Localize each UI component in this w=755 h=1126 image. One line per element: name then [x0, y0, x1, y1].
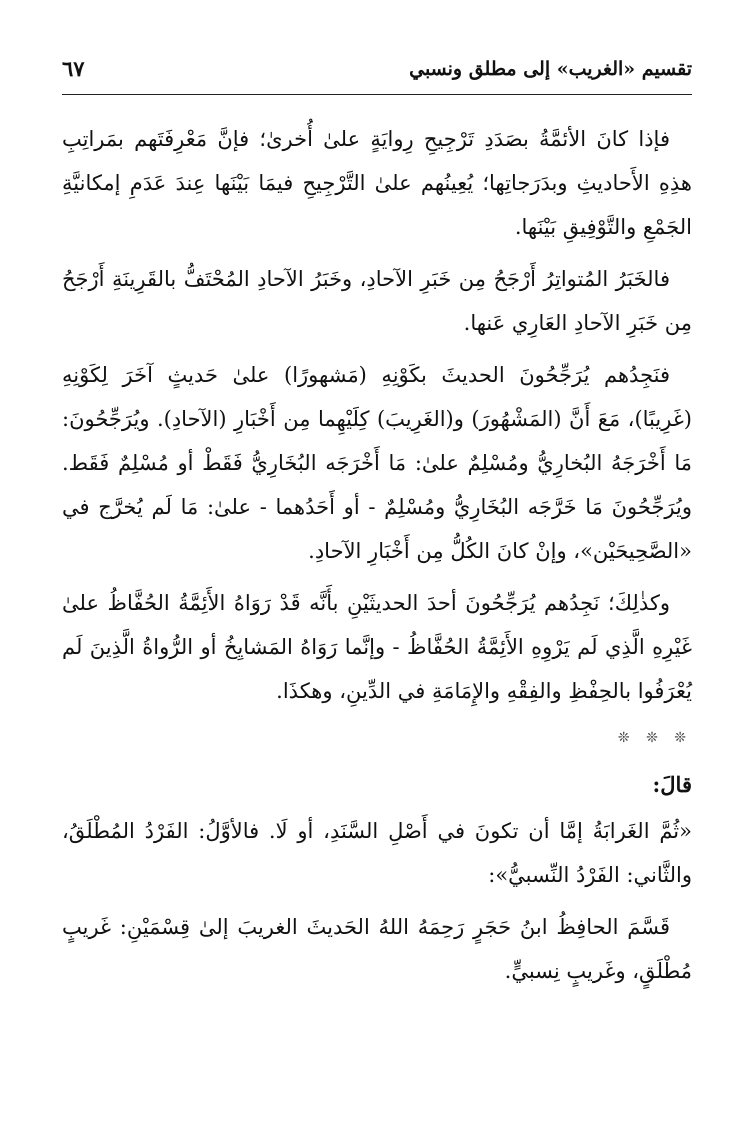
page-body	[62, 95, 692, 993]
quoted-text: «ثُمَّ الغَرابَةُ إمَّا أن تكونَ في أَصْلِ السَّنَدِ، أو لَا. فالأوَّلُ: الفَرْدُ المُطْلَقُ، والثَّاني: الفَرْدُ النِّسبيُّ»:	[62, 819, 692, 887]
paragraph-1: فإذا كانَ الأئمَّةُ بصَدَدِ تَرْجِيحِ رِوايَةٍ علىٰ أُخرىٰ؛ فإنَّ مَعْرِفَتَهم بمَراتِبِ هذِهِ الأَحاديثِ وبدَرَجاتِها؛ يُعِينُهم علىٰ التَّرْجِيحِ فيمَا بَيْنَها عِندَ عَدَمِ إمكانيَّةِ الجَمْعِ والتَّوْفِيقِ بَيْنَها.	[62, 127, 692, 239]
qal-label: قالَ:	[652, 772, 692, 797]
page-header	[62, 50, 692, 95]
book-page	[62, 50, 692, 1001]
paragraph-2: فالخَبَرُ المُتواتِرُ أَرْجَحُ مِن خَبَرِ الآحادِ، وخَبَرُ الآحادِ المُحْتَفُّ بالقَرِينَةِ أَرْجَحُ مِن خَبَرِ الآحادِ العَارِي عَنها.	[62, 267, 692, 335]
page-number: ٦٧	[62, 56, 85, 81]
paragraph-5: قَسَّمَ الحافِظُ ابنُ حَجَرٍ رَحِمَهُ اللهُ الحَديثَ الغريبَ إلىٰ قِسْمَيْنِ: غَريبٍ مُطْلَقٍ، وغَريبٍ نِسبيٍّ.	[62, 915, 692, 983]
running-title: تقسيم «الغريب» إلى مطلق ونسبي	[409, 58, 692, 80]
paragraph-3: فنَجِدُهم يُرَجِّحُونَ الحديثَ بكَوْنِهِ (مَشهورًا) علىٰ حَديثٍ آخَرَ لِكَوْنِهِ (غَرِيبًا)، مَعَ أَنَّ (المَشْهُورَ) و(الغَرِيبَ) كِلَيْهِما مِن أَخْبَارِ (الآحادِ). ويُرَجِّحُونَ: مَا أَخْرَجَهُ البُخارِيُّ ومُسْلِمٌ علىٰ: مَا أَخْرَجَه البُخَارِيُّ فَقَطْ أو مُسْلِمٌ فَقَط. ويُرَجِّحُونَ مَا خَرَّجَه البُخَارِيُّ ومُسْلِمٌ - أو أَحَدُهما - علىٰ: مَا لَم يُخرَّج في «الصَّحِيحَيْن»، وإنْ كانَ الكُلُّ مِن أَخْبَارِ الآحادِ.	[62, 363, 692, 563]
section-separator: ❊ ❊ ❊	[617, 730, 692, 746]
paragraph-4: وكذٰلِكَ؛ نَجِدُهم يُرَجِّحُونَ أحدَ الحديثَيْنِ بأَنَّه قَدْ رَوَاهُ الأَئِمَّةُ الحُفَّاظُ علىٰ غَيْرِهِ الَّذِي لَم يَرْوِهِ الأَئِمَّةُ الحُفَّاظُ - وإنَّما رَوَاهُ المَشايِخُ أو الرُّواةُ الَّذِينَ لَم يُعْرَفُوا بالحِفْظِ والفِقْهِ والإِمَامَةِ في الدِّينِ، وهكذَا.	[62, 591, 692, 703]
